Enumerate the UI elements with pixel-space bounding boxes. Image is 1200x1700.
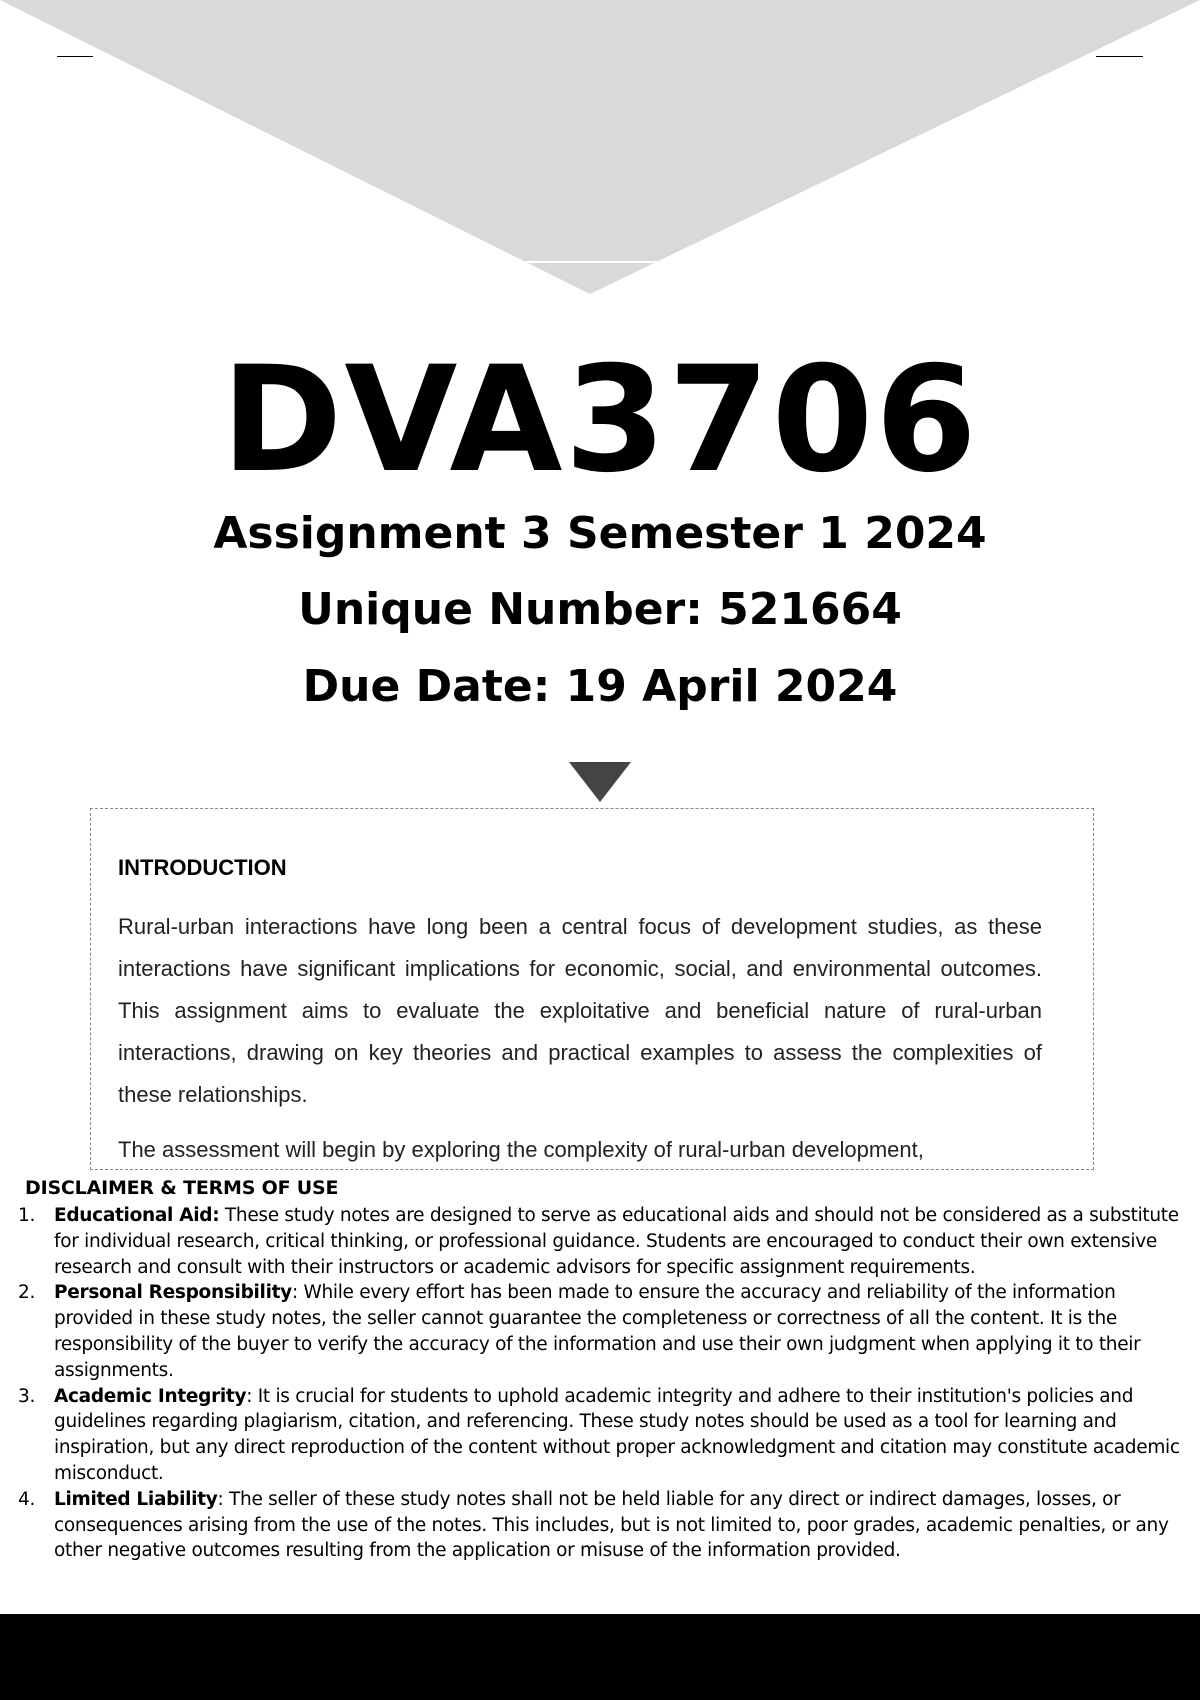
disclaimer-item-text: : It is crucial for students to uphold academic integrity and adhere to their institution's policies and guidelines regarding plagiarism, citation, and referencing. These study notes should be used as a tool for learning and inspiration, but any direct reproduction of the content without proper acknowledgment and citation may constitute academic misconduct.	[54, 1385, 1180, 1484]
introduction-paragraph: Rural-urban interactions have long been a central focus of development studies, as these interactions have significant implications for economic, social, and environmental outcomes. This assignment aims to evaluate the exploitative and beneficial nature of rural-urban interactions, drawing on key theories and practical examples to assess the complexities of these relationships.	[118, 914, 1042, 1107]
assignment-subtitle: Assignment 3 Semester 1 2024	[213, 508, 987, 559]
introduction-preview-box	[90, 808, 1094, 1170]
disclaimer-item-term: Educational Aid:	[54, 1205, 220, 1226]
chevron-banner	[0, 0, 1200, 300]
disclaimer-item-number: 4.	[18, 1488, 36, 1510]
down-arrow-icon	[569, 762, 631, 802]
disclaimer-item-text: : The seller of these study notes shall not be held liable for any direct or indirect damages, losses, or consequences arising from the use of the notes. This includes, but is not limited to, poor grades, academic penalties, or any other negative outcomes resulting from the application or misuse of the information provided.	[54, 1488, 1169, 1562]
disclaimer-item-number: 2.	[18, 1282, 36, 1304]
course-code-title: DVA3706	[221, 335, 979, 505]
bottom-black-bar	[0, 1614, 1200, 1700]
unique-number: Unique Number: 521664	[298, 584, 902, 635]
disclaimer-title: DISCLAIMER & TERMS OF USE	[25, 1177, 339, 1199]
disclaimer-list	[18, 1203, 1186, 1564]
disclaimer-item-term: Academic Integrity	[54, 1385, 247, 1407]
due-date: Due Date: 19 April 2024	[302, 661, 898, 712]
disclaimer-item-text: These study notes are designed to serve as educational aids and should not be considered as a substitute for individual research, critical thinking, or professional guidance. Students are encouraged to conduct their own extensive research and consult with their instructors or academic advisors for specific assignment requirements.	[54, 1205, 1179, 1278]
disclaimer-item-term: Limited Liability	[54, 1488, 218, 1510]
introduction-heading: INTRODUCTION	[118, 855, 287, 880]
disclaimer-item-number: 1.	[18, 1205, 36, 1226]
disclaimer-item	[18, 1280, 1186, 1383]
corner-rule-left	[57, 56, 93, 57]
disclaimer-item-number: 3.	[18, 1385, 36, 1407]
disclaimer-item	[18, 1487, 1186, 1564]
introduction-paragraph: The assessment will begin by exploring the complexity of rural-urban development,	[118, 1137, 924, 1162]
disclaimer-item	[18, 1203, 1186, 1280]
disclaimer-item	[18, 1384, 1186, 1487]
disclaimer-item-text: : While every effort has been made to ensure the accuracy and reliability of the information provided in these study notes, the seller cannot guarantee the completeness or correctness of all the content. It is the responsibility of the buyer to verify the accuracy of the information and use their own judgment when applying it to their assignments.	[54, 1282, 1141, 1381]
corner-rule-right	[1096, 56, 1143, 57]
disclaimer-item-term: Personal Responsibility	[54, 1282, 292, 1304]
